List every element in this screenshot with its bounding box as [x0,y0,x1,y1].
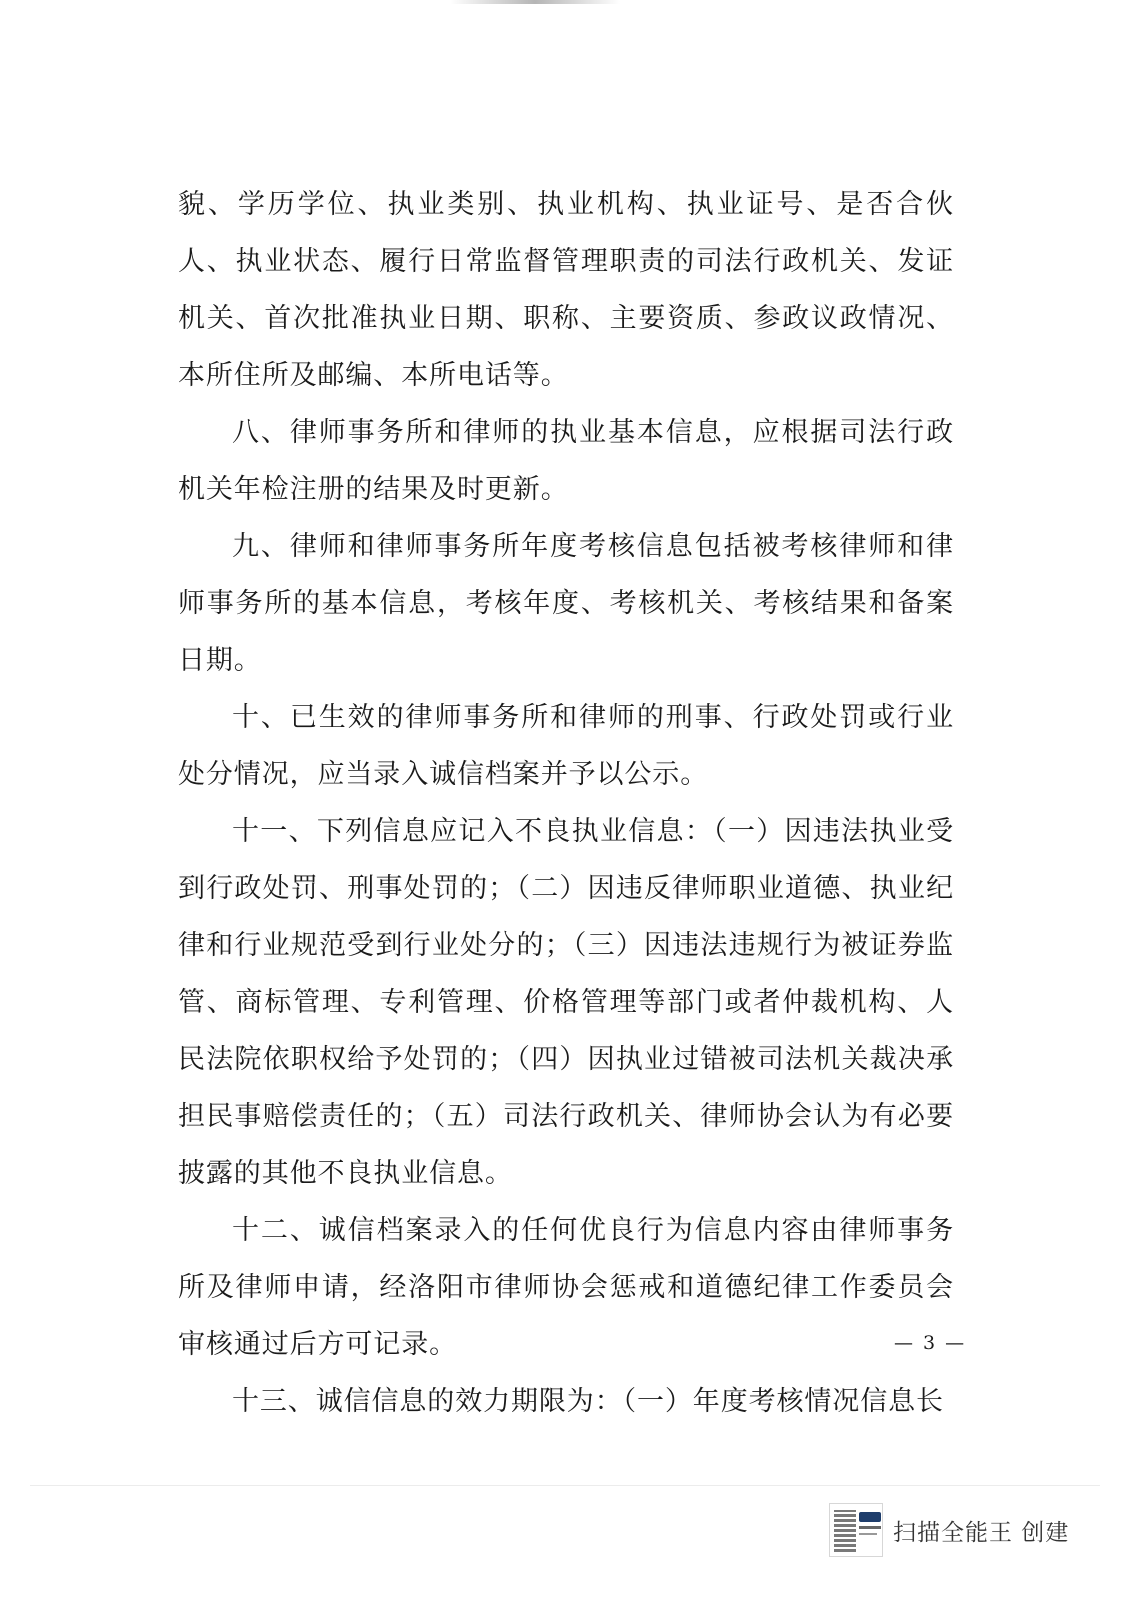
document-body [178,176,954,1430]
qr-code-icon [829,1503,883,1557]
page-number: — 3 — [894,1332,967,1354]
paragraph-continued: 貌、学历学位、执业类别、执业机构、执业证号、是否合伙人、执业状态、履行日常监督管理职责的司法行政机关、发证机关、首次批准执业日期、职称、主要资质、参政议政情况、本所住所及邮编、本所电话等。 [178,189,954,391]
paragraph-13: 十三、诚信信息的效力期限为：（一）年度考核情况信息长 [232,1386,944,1417]
paragraph-11: 十一、下列信息应记入不良执业信息：（一）因违法执业受到行政处罚、刑事处罚的；（二）因违反律师职业道德、执业纪律和行业规范受到行业处分的；（三）因违法违规行为被证券监管、商标管理、专利管理、价格管理等部门或者仲裁机构、人民法院依职权给予处罚的；（四）因执业过错被司法机关裁决承担民事赔偿责任的；（五）司法行政机关、律师协会认为有必要披露的其他不良执业信息。 [178,816,954,1189]
watermark-text: 扫描全能王 创建 [893,1519,1070,1546]
scan-edge-mark [450,0,620,4]
scanner-watermark [829,1502,1069,1558]
paragraph-9: 九、律师和律师事务所年度考核信息包括被考核律师和律师事务所的基本信息，考核年度、考核机关、考核结果和备案日期。 [178,531,954,676]
footer-divider [30,1485,1100,1486]
paragraph-12: 十二、诚信档案录入的任何优良行为信息内容由律师事务所及律师申请，经洛阳市律师协会惩戒和道德纪律工作委员会审核通过后方可记录。 [178,1215,954,1360]
paragraph-10: 十、已生效的律师事务所和律师的刑事、行政处罚或行业处分情况，应当录入诚信档案并予以公示。 [178,702,954,790]
paragraph-8: 八、律师事务所和律师的执业基本信息，应根据司法行政机关年检注册的结果及时更新。 [178,417,954,505]
